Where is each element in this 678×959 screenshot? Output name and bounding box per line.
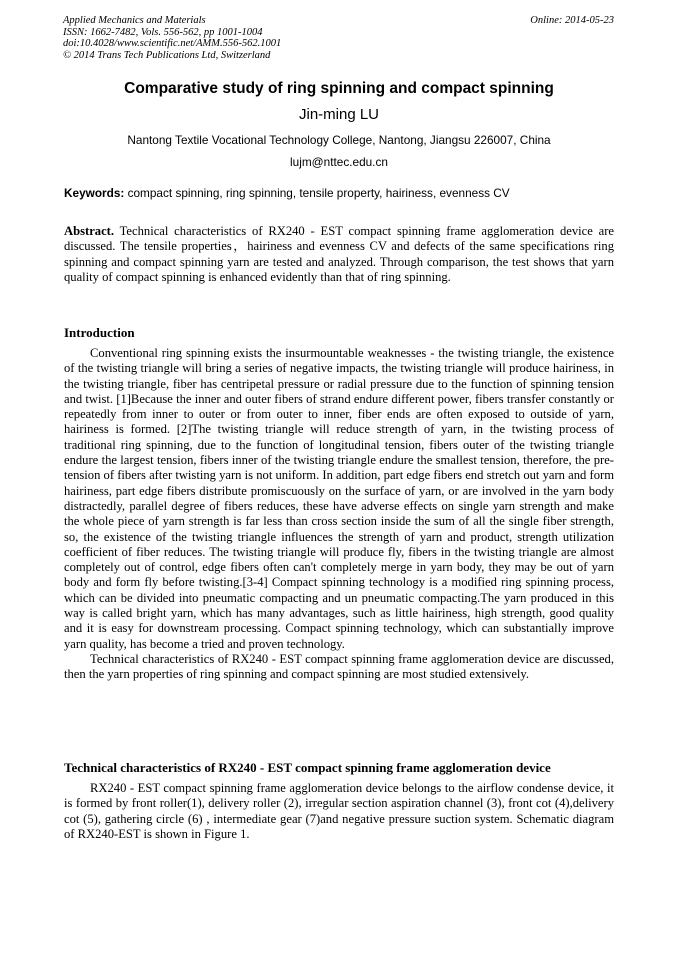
journal-name: Applied Mechanics and Materials <box>63 15 206 26</box>
keywords <box>64 186 614 200</box>
introduction-paragraph-1: Conventional ring spinning exists the insurmountable weaknesses - the twisting triangle, the existence of the twisting triangle will bring a series of negative impacts, the twisting triangle will produce hairiness, in the twisting triangle, fiber has centripetal pressure or radial pressure due to the function of spinning tension and twist. [1]Because the inner and outer fibers of strand endure different power, fibers transfer constantly or repeatedly from inner to outer or from outer to inner, fiber ends are often exposed to outside of yarn, hairiness is formed. [2]The twisting triangle will reduce strength of yarn, in the twisting process of traditional ring spinning, due to the function of longitudinal tension, fibers outer of the twisting triangle endure the largest tension, fibers inner of the twisting triangle endure the smallest tension, therefore, the pre-tension of fibers after twisting yarn is not uniform. In addition, part edge fibers end stretch out yarn and form hairiness, part edge fibers distribute promiscuously on the surface of yarn, or are involved in the yarn body distractedly, parallel degree of fibers reduces, these have adverse effects on single yarn strength and make the whole piece of yarn strength is far less than cross section inside the sum of all the single fiber strength, so, the existence of the twisting triangle influences the strength of yarn and product, strength utilization coefficient of fiber reduces. The twisting triangle will produce fly, fibers in the twisting triangle are almost completely out of control, edge fibers often can't completely merge in yarn body, they may be out of yarn body and form fly before twisting.[3-4] Compact spinning technology is a modified ring spinning process, which can be divided into pneumatic compacting and un pneumatic compacting.The yarn produced in this way is called bright yarn, which has many advantages, such as little hairiness, high strength, good quality and it is easy for downstream processing. Compact spinning technology, which can substantially improve yarn quality, has become a tried and proven technology. <box>64 346 614 651</box>
issn-line: ISSN: 1662-7482, Vols. 556-562, pp 1001-1004 <box>63 26 263 38</box>
technical-paragraph-1: RX240 - EST compact spinning frame agglomeration device belongs to the airflow condense device, it is formed by front roller(1), delivery roller (2), irregular section aspiration channel (3), front cot (4),delivery cot (5), gathering circle (6) , intermediate gear (7)and negative pressure suction system. Schematic diagram of RX240-EST is shown in Figure 1. <box>64 781 614 841</box>
copyright-line: © 2014 Trans Tech Publications Ltd, Switzerland <box>63 49 271 61</box>
online-date: Online: 2014-05-23 <box>530 15 614 26</box>
author-affiliation: Nantong Textile Vocational Technology College, Nantong, Jiangsu 226007, China <box>127 133 551 147</box>
technical-heading: Technical characteristics of RX240 - EST compact spinning frame agglomeration device <box>64 760 551 775</box>
author-email[interactable]: lujm@nttec.edu.cn <box>290 155 388 169</box>
paper-title: Comparative study of ring spinning and compact spinning <box>124 80 554 97</box>
abstract-text: Technical characteristics of RX240 - EST compact spinning frame agglomeration device are discussed. The tensile properties，hairiness and evenness CV and defects of the same specifications ring spinning and compact spinning yarn are tested and analyzed. Through comparison, the test shows that yarn quality of compact spinning is enhanced evidently than that of ring spinning. <box>64 224 614 284</box>
abstract-label: Abstract. <box>64 224 115 238</box>
keywords-label: Keywords: <box>64 186 125 200</box>
doi-line[interactable]: doi:10.4028/www.scientific.net/AMM.556-562.1001 <box>63 38 282 50</box>
technical-section <box>64 781 614 842</box>
abstract <box>64 224 614 285</box>
introduction-heading: Introduction <box>64 325 135 340</box>
introduction-paragraph-2: Technical characteristics of RX240 - EST compact spinning frame agglomeration device are discussed, then the yarn properties of ring spinning and compact spinning are most studied extensively. <box>64 651 614 682</box>
journal-header <box>63 15 614 61</box>
paper-author: Jin-ming LU <box>298 106 380 123</box>
introduction-section <box>64 346 614 683</box>
keywords-text: compact spinning, ring spinning, tensile property, hairiness, evenness CV <box>124 186 510 200</box>
